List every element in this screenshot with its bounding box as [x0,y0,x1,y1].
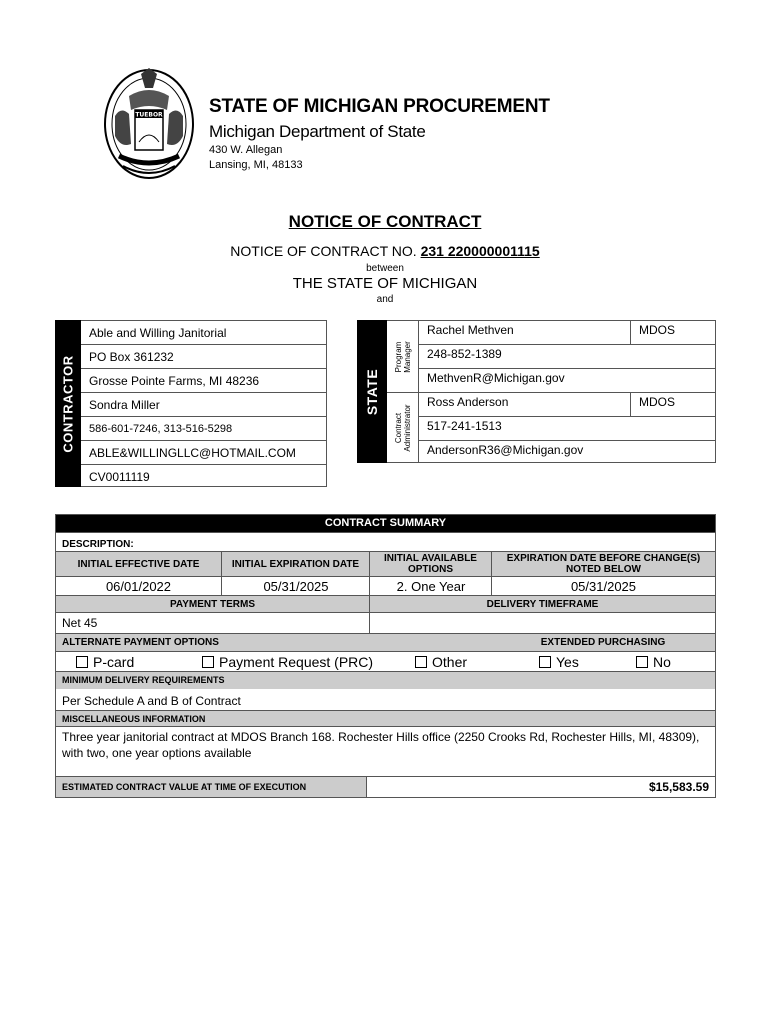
exp-before-header: EXPIRATION DATE BEFORE CHANGE(S) NOTED BELOW [491,552,715,576]
contract-number: 231 220000001115 [420,243,540,259]
pcard-option[interactable] [76,652,134,672]
ca-agency: MDOS [630,393,675,416]
pcard-label: P-card [93,654,135,670]
alt-payment-label: ALTERNATE PAYMENT OPTIONS [62,637,219,648]
no-option[interactable] [636,652,671,672]
contractor-label: CONTRACTOR [60,354,76,453]
contractor-address-2: Grosse Pointe Farms, MI 48236 [81,369,326,393]
contractor-vendor-id: CV0011119 [89,470,150,484]
est-value: $15,583.59 [366,777,715,797]
delivery-timeframe [369,613,715,633]
contract-admin-label: Contract Administrator [393,404,412,452]
no-label: No [653,654,671,670]
ca-phone: 517-241-1513 [419,417,715,441]
other-checkbox[interactable] [415,656,427,668]
address-line-1: 430 W. Allegan [209,144,283,156]
prc-label: Payment Request (PRC) [219,654,374,670]
extended-purchasing-label: EXTENDED PURCHASING [540,637,666,648]
other-option[interactable] [415,652,467,672]
contract-admin-role [387,392,418,464]
effective-date: 06/01/2022 [105,578,172,594]
pm-agency: MDOS [630,321,675,344]
department-address [209,143,303,173]
dates-header-row [56,551,715,576]
terms-header-row [56,595,715,612]
contractor-phone: 586-601-7246, 313-516-5298 [81,417,326,441]
payment-options-row [56,651,715,671]
yes-label: Yes [556,654,579,670]
pm-name-row [419,321,715,345]
contractor-email: ABLE&WILLINGLLC@HOTMAIL.COM [81,441,326,465]
contract-number-prefix: NOTICE OF CONTRACT NO. [230,243,421,259]
exp-before-date: 05/31/2025 [491,577,715,595]
est-value-row [56,776,715,797]
between-label: between [366,263,404,274]
procurement-title: STATE OF MICHIGAN PROCUREMENT [209,96,550,117]
misc-header-row [56,710,715,726]
min-delivery-value: Per Schedule A and B of Contract [62,694,241,708]
min-delivery-row [56,689,715,710]
misc-label: MISCELLANEOUS INFORMATION [62,714,206,724]
no-checkbox[interactable] [636,656,648,668]
min-delivery-label: MINIMUM DELIVERY REQUIREMENTS [62,675,225,685]
program-manager-label: Program Manager [393,340,412,373]
contractor-label-bar [55,320,81,487]
yes-checkbox[interactable] [539,656,551,668]
pcard-checkbox[interactable] [76,656,88,668]
contract-summary-table [55,514,716,798]
misc-value: Three year janitorial contract at MDOS Branch 168. Rochester Hills office (2250 Crooks Rd, Rochester Hills, MI, 48309), with two, one year options available [62,730,700,760]
expiration-date: 05/31/2025 [221,577,370,595]
delivery-timeframe-header: DELIVERY TIMEFRAME [369,596,715,612]
state-label-bar [357,320,387,463]
address-line-2: Lansing, MI, 48133 [209,159,303,171]
contractor-info-box [81,320,327,487]
contractor-contact: Sondra Miller [81,393,326,417]
state-info-box [418,320,716,463]
expiration-date-header: INITIAL EXPIRATION DATE [221,552,369,576]
contractor-name: Able and Willing Janitorial [81,321,326,345]
program-manager-role [387,321,418,393]
and-label: and [376,294,394,305]
payment-terms-header: PAYMENT TERMS [169,598,255,610]
effective-date-header: INITIAL EFFECTIVE DATE [77,558,200,570]
department-name: Michigan Department of State [209,122,426,141]
state-seal-icon [101,66,197,182]
svg-text:TUEBOR: TUEBOR [135,111,163,119]
pm-phone: 248-852-1389 [419,345,715,369]
pm-name: Rachel Methven [427,323,514,337]
ca-name-row [419,393,715,417]
prc-checkbox[interactable] [202,656,214,668]
description-label: DESCRIPTION: [62,539,134,550]
prc-option[interactable] [202,652,373,672]
dates-value-row [56,576,715,595]
contract-number-line [0,243,770,259]
available-options-header: INITIAL AVAILABLE OPTIONS [369,552,491,576]
description-row [56,532,715,551]
state-label: STATE [364,368,380,415]
min-delivery-header-row [56,671,715,689]
contract-summary-heading: CONTRACT SUMMARY [56,515,715,532]
yes-option[interactable] [539,652,579,672]
available-options: 2. One Year [369,577,492,595]
payment-terms: Net 45 [62,616,98,630]
ca-name: Ross Anderson [427,395,509,409]
state-name: THE STATE OF MICHIGAN [292,275,478,292]
alt-payment-header-row [56,633,715,651]
misc-row [56,726,715,776]
contractor-address-1: PO Box 361232 [81,345,326,369]
notice-title: NOTICE OF CONTRACT [288,212,482,231]
other-label: Other [432,654,468,670]
role-column [387,320,418,463]
pm-email: MethvenR@Michigan.gov [419,369,715,393]
est-value-label: ESTIMATED CONTRACT VALUE AT TIME OF EXECUTION [56,777,366,797]
terms-value-row [56,612,715,633]
ca-email: AndersonR36@Michigan.gov [427,443,584,457]
